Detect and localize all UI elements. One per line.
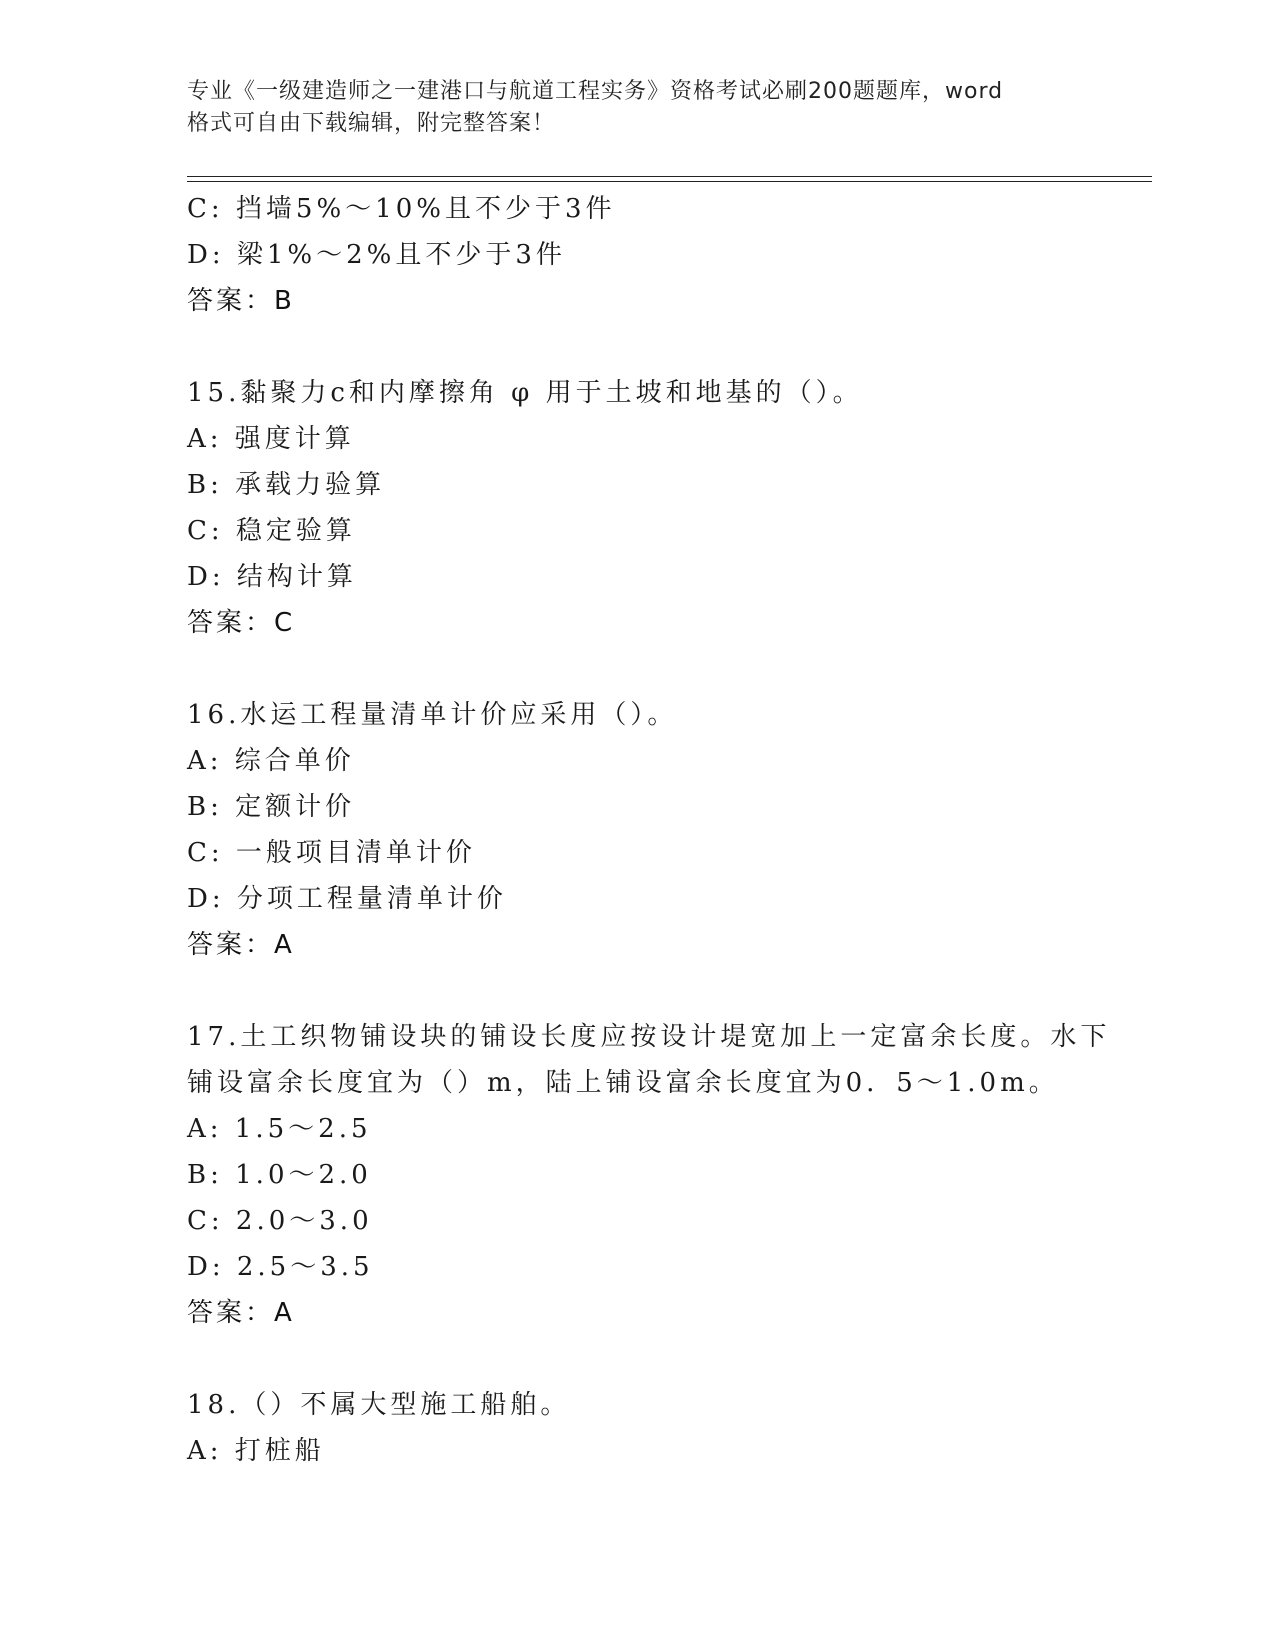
question-stem-line-1: 17.土工织物铺设块的铺设长度应按设计堤宽加上一定富余长度。水下	[187, 1022, 1111, 1052]
option-c: C: 稳定验算	[187, 516, 356, 546]
answer-line: 答案：A	[187, 930, 295, 960]
header-divider-top	[187, 176, 1152, 177]
option-c: C: 挡墙5%～10%且不少于3件	[187, 194, 616, 224]
header-divider-bottom	[187, 181, 1152, 182]
question-list	[187, 186, 1152, 1474]
question-stem-line-2: 铺设富余长度宜为（）m，陆上铺设富余长度宜为0．5～1.0m。	[187, 1068, 1059, 1098]
option-d: D: 梁1%～2%且不少于3件	[187, 240, 566, 270]
question-spacer	[187, 1336, 1152, 1382]
question-spacer	[187, 968, 1152, 1014]
option-b: B: 定额计价	[187, 792, 356, 822]
option-a: A: 强度计算	[187, 424, 355, 454]
answer-line: 答案：B	[187, 286, 295, 316]
option-c: C: 2.0～3.0	[187, 1206, 373, 1236]
header-title-line-1: 专业《一级建造师之一建港口与航道工程实务》资格考试必刷200题题库，word	[187, 79, 1004, 104]
document-header	[187, 76, 1067, 140]
question-spacer	[187, 324, 1152, 370]
question-14-continued	[187, 186, 1152, 324]
question-15	[187, 370, 1152, 646]
question-spacer	[187, 646, 1152, 692]
question-stem: 16.水运工程量清单计价应采用（）。	[187, 700, 678, 730]
header-title-line-2: 格式可自由下载编辑，附完整答案！	[187, 111, 556, 136]
question-17	[187, 1014, 1152, 1336]
question-stem: 15.黏聚力c和内摩擦角 φ 用于土坡和地基的（）。	[187, 378, 863, 408]
option-a: A: 综合单价	[187, 746, 355, 776]
question-stem: 18.（）不属大型施工船舶。	[187, 1390, 571, 1420]
option-b: B: 1.0～2.0	[187, 1160, 372, 1190]
answer-line: 答案：C	[187, 608, 296, 638]
option-b: B: 承载力验算	[187, 470, 386, 500]
question-18	[187, 1382, 1152, 1474]
answer-line: 答案：A	[187, 1298, 295, 1328]
option-a: A: 打桩船	[187, 1436, 325, 1466]
option-d: D: 分项工程量清单计价	[187, 884, 507, 914]
option-d: D: 结构计算	[187, 562, 357, 592]
question-16	[187, 692, 1152, 968]
option-c: C: 一般项目清单计价	[187, 838, 476, 868]
option-a: A: 1.5～2.5	[187, 1114, 372, 1144]
option-d: D: 2.5～3.5	[187, 1252, 374, 1282]
